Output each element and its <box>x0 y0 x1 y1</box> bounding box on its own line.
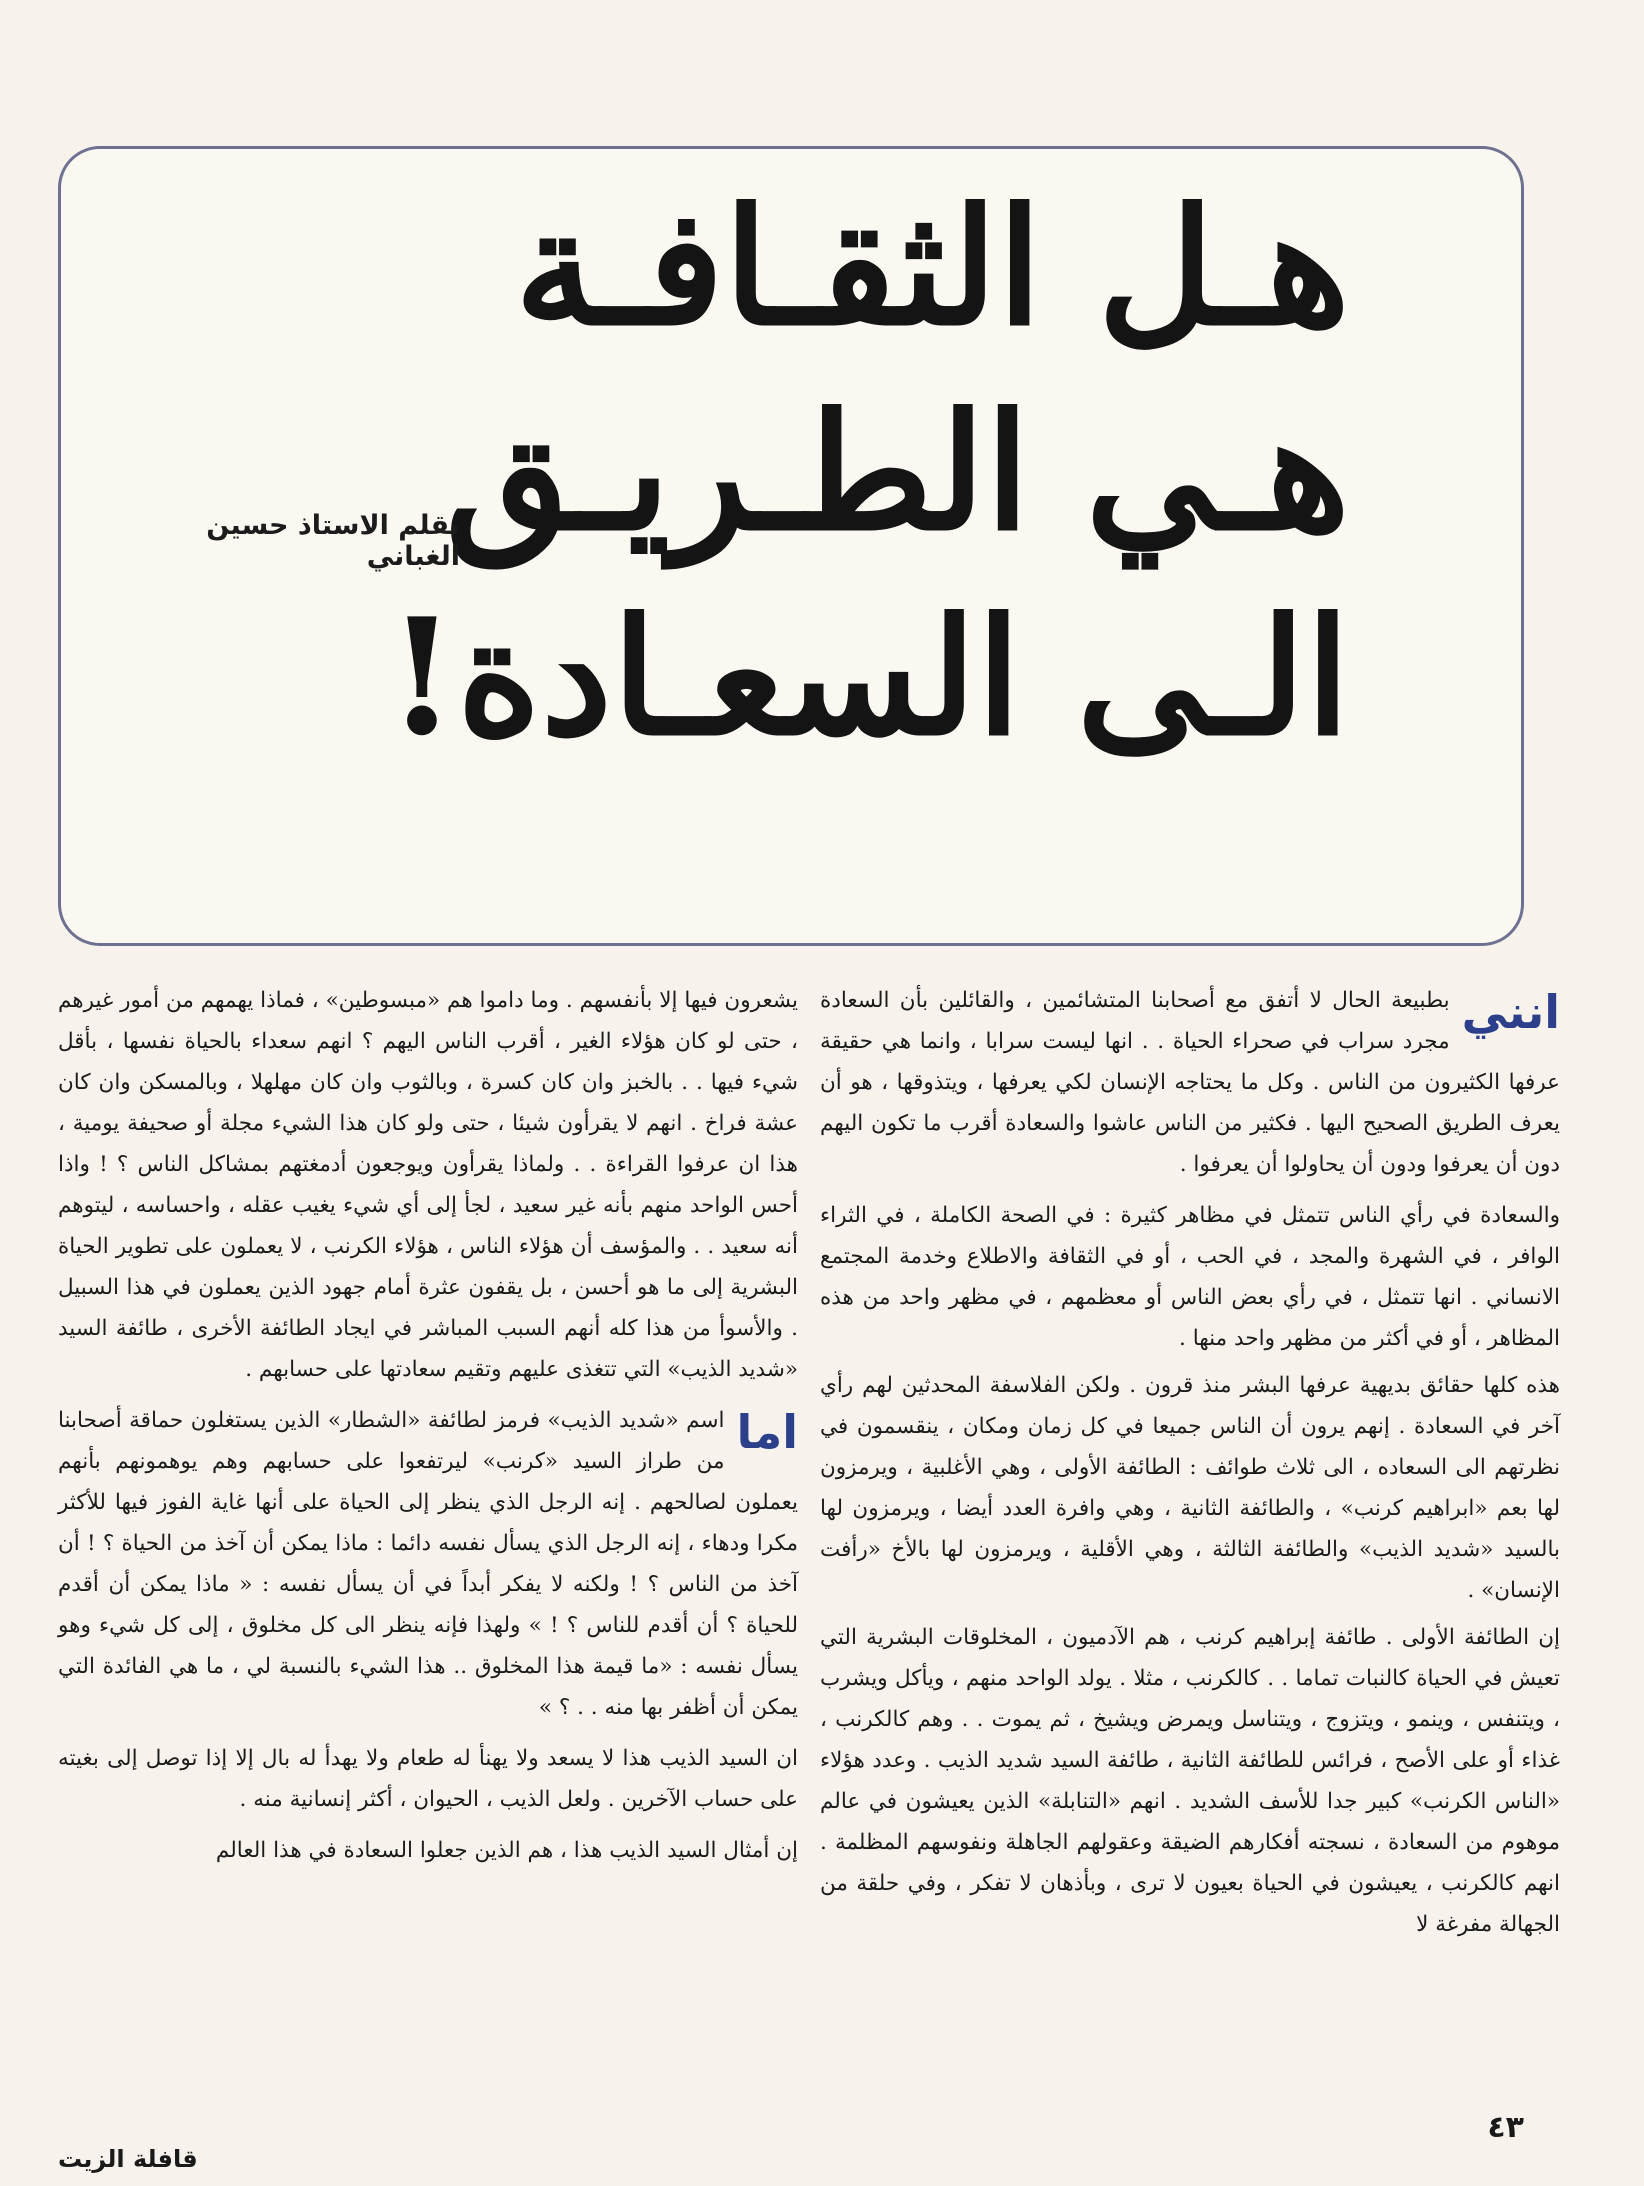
magazine-name: قافلة الزيت <box>58 2145 198 2173</box>
dropcap-first: انني <box>1461 985 1560 1039</box>
paragraph: إن أمثال السيد الذيب هذا ، هم الذين جعلوا السعادة في هذا العالم <box>215 1838 798 1863</box>
dropcap-second: اما <box>736 1405 798 1459</box>
paragraph: بطبيعة الحال لا أتفق مع أصحابنا المتشائمين ، والقائلين بأن السعادة مجرد سراب في صحراء الحياة . . انها ليست سرابا ، وانما هي حقيقة عرفها الكثيرون من الناس . وكل ما يحتاجه الإنسان لكي يعرفها ، ويتذوقها ، هو أن يعرف الطريق الصحيح اليها . فكثير من الناس عاشوا والسعادة أقرب ما تكون اليهم دون أن يعرفوا ودون أن يحاولوا أن يعرفوا . <box>820 988 1560 1177</box>
paragraph: ان السيد الذيب هذا لا يسعد ولا يهنأ له طعام ولا يهدأ له بال إلا إذا توصل إلى بغيته على حساب الآخرين . ولعل الذيب ، الحيوان ، أكثر إنسانية منه . <box>58 1746 798 1812</box>
title-line-1: هـل الثقـافـة <box>514 173 1350 361</box>
article-title <box>386 165 1350 780</box>
paragraph: يشعرون فيها إلا بأنفسهم . وما داموا هم «مبسوطين» ، فماذا يهمهم من أمور غيرهم ، حتى لو كان هؤلاء الغير ، أقرب الناس اليهم ؟ انهم سعداء بالحياة نفسها ، بأقل شيء فيها . . بالخبز وان كان كسرة ، وبالثوب وان كان مهلهلا ، وبالمسكن وان كان عشة فراخ . انهم لا يقرأون شيئا ، حتى ولو كان هذا الشيء مجلة أو صحيفة يومية ، هذا ان عرفوا القراءة . . ولماذا يقرأون ويوجعون أدمغتهم بمشاكل الناس ؟ ! واذا أحس الواحد منهم بأنه غير سعيد ، لجأ إلى أي شيء يغيب عقله ، واحساسه ، ليتوهم أنه سعيد . . والمؤسف أن هؤلاء الناس ، هؤلاء الكرنب ، لا يعملون على تطوير الحياة البشرية إلى ما هو أحسن ، بل يقفون عثرة أمام جهود الذين يعملون في هذا السبيل . والأسوأ من هذا كله أنهم السبب المباشر في ايجاد الطائفة الأخرى ، طائفة السيد «شديد الذيب» التي تتغذى عليهم وتقيم سعادتها على حسابهم . <box>58 988 798 1382</box>
paragraph: والسعادة في رأي الناس تتمثل في مظاهر كثيرة : في الصحة الكاملة ، في الثراء الوافر ، في الشهرة والمجد ، في الحب ، أو في الثقافة والاطلاع وخدمة المجتمع الانساني . انها تتمثل ، في رأي بعض الناس أو معظمهم ، في مظهر واحد من هذه المظاهر ، أو في أكثر من مظهر واحد منها . <box>820 1203 1560 1351</box>
author-byline: بقلم الاستاذ حسين الغباني <box>206 510 460 572</box>
title-line-3: الـى السعـادة! <box>386 583 1350 771</box>
paragraph-text: اسم «شديد الذيب» فرمز لطائفة «الشطار» الذين يستغلون حماقة أصحابنا من طراز السيد «كرنب» ليرتفعوا على حسابهم وهم يوهمونهم بأنهم يعملون لصالحهم . إنه الرجل الذي ينظر إلى الحياة على أنها غاية الفوز فيها للأكثر مكرا ودهاء ، إنه الرجل الذي يسأل نفسه دائما : ماذا يمكن أن آخذ من الحياة ؟ ! أن آخذ من الناس ؟ ! ولكنه لا يفكر أبداً في أن يسأل نفسه : « ماذا يمكن أن أقدم للحياة ؟ أن أقدم للناس ؟ ! » ولهذا فإنه ينظر الى كل مخلوق ، إلى كل شيء وهو يسأل نفسه : «ما قيمة هذا المخلوق .. هذا الشيء بالنسبة لي ، ما هي الفائدة التي يمكن أن أظفر بها منه . . ؟ » <box>58 1408 798 1720</box>
title-line-2: هـي الطـريـق <box>445 378 1350 566</box>
paragraph-with-dropcap <box>58 1400 798 1728</box>
paragraph: هذه كلها حقائق بديهية عرفها البشر منذ قرون . ولكن الفلاسفة المحدثين لهم رأي آخر في السعادة . إنهم يرون أن الناس جميعا في كل زمان ومكان ، ينقسمون في نظرتهم الى السعاده ، الى ثلاث طوائف : الطائفة الأولى ، وهي الأغلبية ، ويرمزون لها بعم «ابراهيم كرنب» ، والطائفة الثانية ، وهي وافرة العدد أيضا ، ويرمزون لها بالسيد «شديد الذيب» والطائفة الثالثة ، وهي الأقلية ، ويرمزون لها بالأخ «رأفت الإنسان» . <box>820 1373 1560 1603</box>
article-column-right <box>820 980 1560 1951</box>
page-number: ٤٣ <box>1487 2110 1524 2145</box>
paragraph: إن الطائفة الأولى . طائفة إبراهيم كرنب ، هم الآدميون ، المخلوقات البشرية التي تعيش في الحياة كالنبات تماما . . كالكرنب ، مثلا . يولد الواحد منهم ، ويأكل ويشرب ، ويتنفس ، وينمو ، ويتزوج ، ويتناسل ويمرض ويشيخ ، ثم يموت . . وهم كالكرنب ، غذاء أو على الأصح ، فرائس للطائفة الثانية ، طائفة السيد شديد الذيب . وعدد هؤلاء «الناس الكرنب» كبير جدا للأسف الشديد . انهم «التنابلة» الذين يعيشون في عالم موهوم من السعادة ، نسجته أفكارهم الضيقة وعقولهم الجاهلة ونفوسهم المظلمة . انهم كالكرنب ، يعيشون في الحياة بعيون لا ترى ، وبأذهان لا تفكر ، وفي حلقة من الجهالة مفرغة لا <box>820 1625 1560 1937</box>
article-column-left <box>58 980 798 1877</box>
